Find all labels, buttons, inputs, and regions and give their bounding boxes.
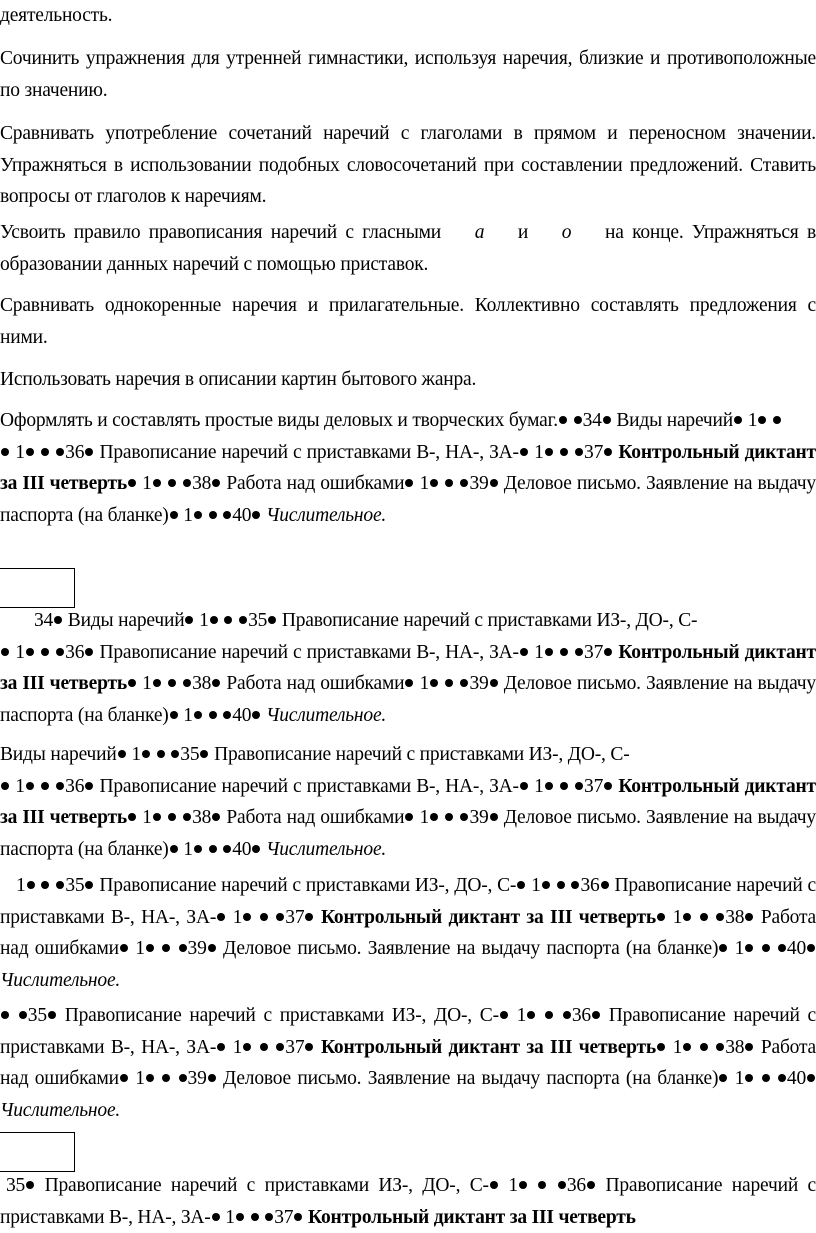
bullet-dot [762,944,770,952]
bullet-dot [545,648,553,656]
empty-cell-frame [0,1132,75,1172]
bullet-dot [778,944,786,952]
bullet-dot [520,448,528,456]
paragraph-lesson-list: Виды наречий 1 35 Правописание наречий с приставками ИЗ-, ДО-, С- 1 36 Правописание наречий с приставками В-, НА-, ЗА- 1 37 Контрольный диктант за III четверть 1 38 Работа над ошибками 1 39 Деловое письмо. Заявление на выдачу паспорта (на бланке) 1 40 Числительное. [0,744,816,860]
bullet-dot [146,1074,154,1082]
bullet-dot [490,813,498,821]
bullet-dot [604,648,612,656]
bullet-dot [41,881,49,889]
bullet-dot [716,1043,724,1051]
bullet-dot [276,1043,284,1051]
bullet-dot [153,679,161,687]
bullet-dot [212,479,220,487]
bullet-dot [490,479,498,487]
bullet-dot [85,881,93,889]
bullet-dot [445,679,453,687]
bullet-dot [170,711,178,719]
bullet-dot [56,448,64,456]
bullet-dot [445,479,453,487]
bullet-dot [210,616,218,624]
bullet-dot [719,1074,727,1082]
bullet-dot [212,1213,220,1221]
bullet-dot [517,881,525,889]
bullet-dot [773,416,781,424]
bullet-dot [557,881,565,889]
bullet-dot [268,616,276,624]
bullet-dot [243,913,251,921]
bullet-dot [48,1011,56,1019]
bullet-dot [194,845,202,853]
bullet-dot [445,813,453,821]
bullet-dot [575,648,583,656]
bullet-dot [604,448,612,456]
bullet-dot [490,1181,498,1189]
bullet-dot [490,679,498,687]
bullet-dot [762,1074,770,1082]
bullet-dot [56,881,64,889]
bullet-dot [571,881,579,889]
bullet-dot [500,1011,508,1019]
bullet-dot [563,1011,571,1019]
bullet-dot [243,1043,251,1051]
bullet-dot [405,679,413,687]
bullet-dot [212,813,220,821]
bullet-dot [26,448,34,456]
bullet-dot [745,944,753,952]
bullet-dot [146,944,154,952]
bullet-dot [542,881,550,889]
paragraph-lesson-list: 34 Виды наречий 1 35 Правописание наречий с приставками ИЗ-, ДО-, С- 1 36 Правописание наречий с приставками В-, НА-, ЗА- 1 37 Контрольный диктант за III четверть 1 38 Работа над ошибками 1 39 Деловое письмо. Заявление на выдачу паспорта (на бланке) 1 40 Числительное. [0,610,816,726]
bullet-dot [85,782,93,790]
bullet-dot [527,1011,535,1019]
bullet-dot [209,711,217,719]
bullet-dot [223,511,231,519]
bullet-dot [56,648,64,656]
bullet-dot [217,913,225,921]
bullet-dot [745,1043,753,1051]
bullet-dot [1,648,9,656]
bullet-dot [170,511,178,519]
bullet-dot [545,448,553,456]
bullet-dot [236,1213,244,1221]
bullet-dot [209,845,217,853]
bullet-dot [260,913,268,921]
bullet-dot [657,913,665,921]
bullet-dot [575,782,583,790]
bullet-dot [239,616,247,624]
bullet-dot [603,416,611,424]
bullet-dot [683,913,691,921]
bullet-dot [719,944,727,952]
bullet-dot [208,1074,216,1082]
bullet-dot [657,1043,665,1051]
bullet-dot [252,845,260,853]
bullet-dot [27,881,35,889]
paragraph-lesson-list: 1 35 Правописание наречий с приставками ИЗ-, ДО-, С- 1 36 Правописание наречий с приставками В-, НА-, ЗА- 1 37 Контрольный диктант за III четверть 1 38 Работа над ошибками 1 39 Деловое письмо. Заявление на выдачу паспорта (на бланке) 1 40 Числительное. [0,875,816,991]
bullet-dot [179,1074,187,1082]
bullet-dot [700,913,708,921]
bullet-dot [19,1011,27,1019]
bullet-dot [734,416,742,424]
bullet-dot [405,813,413,821]
bullet-dot [85,648,93,656]
bullet-dot [545,782,553,790]
bullet-dot [142,750,150,758]
bullet-dot [168,679,176,687]
bullet-dot [683,1043,691,1051]
paragraph-lesson-list: 35 Правописание наречий с приставками ИЗ-, ДО-, С- 1 36 Правописание наречий с приставками В-, НА-, ЗА- 1 37 Контрольный диктант за III четверть [0,1175,816,1228]
bullet-dot [200,750,208,758]
bullet-dot [170,845,178,853]
bullet-dot [305,1043,313,1051]
bullet-dot [85,448,93,456]
bullet-dot [519,1181,527,1189]
bullet-dot [520,648,528,656]
bullet-dot [260,1043,268,1051]
bullet-dot [179,944,187,952]
bullet-dot [460,679,468,687]
bullet-dot [168,479,176,487]
bullet-dot [224,616,232,624]
paragraph-cognate: Сравнивать однокоренные наречия и прилагательные. Коллективно составлять предложения с ними. [0,295,816,348]
bullet-dot [405,479,413,487]
bullet-dot [26,1181,34,1189]
bullet-dot [430,479,438,487]
bullet-dot [194,511,202,519]
bullet-dot [560,448,568,456]
bullet-dot [118,750,126,758]
bullet-dot [208,944,216,952]
bullet-dot [183,479,191,487]
bullet-dot [276,913,284,921]
bullet-dot [183,679,191,687]
bullet-dot [574,416,582,424]
bullet-dot [162,1074,170,1082]
paragraph-activity: деятельность. [0,5,113,26]
bullet-dot [209,511,217,519]
bullet-dot [212,679,220,687]
paragraph-business-papers: Оформлять и составлять простые виды деловых и творческих бумаг. 34 Виды наречий 1 1 36 Правописание наречий с приставками В-, НА-, ЗА- 1 37 Контрольный диктант за III четверть 1 38 Работа над ошибками 1 39 Деловое письмо. Заявление на выдачу паспорта (на бланке) 1 40 Числительное. [0,410,816,526]
bullet-dot [185,616,193,624]
bullet-dot [153,813,161,821]
bullet-dot [430,813,438,821]
bullet-dot [194,711,202,719]
bullet-dot [545,1011,553,1019]
empty-cell-frame [0,568,75,608]
bullet-dot [120,1074,128,1082]
bullet-dot [157,750,165,758]
bullet-dot [162,944,170,952]
bullet-dot [120,944,128,952]
bullet-dot [1,1011,9,1019]
bullet-dot [223,711,231,719]
paragraph-genre-pictures: Использовать наречия в описании картин бытового жанра. [0,369,477,390]
bullet-dot [265,1213,273,1221]
bullet-dot [183,813,191,821]
bullet-dot [128,813,136,821]
bullet-dot [128,479,136,487]
bullet-dot [807,944,815,952]
paragraph-spelling-rule: Усвоить правило правописания наречий с гласными а и о на конце. Упражняться в образовании данных наречий с помощью приставок. [0,222,816,275]
bullet-dot [559,416,567,424]
bullet-dot [604,782,612,790]
bullet-dot [294,1213,302,1221]
bullet-dot [575,448,583,456]
bullet-dot [26,782,34,790]
paragraph-gymnastics: Сочинить упражнения для утренней гимнастики, используя наречия, близкие и противоположные по значению. [0,48,816,101]
bullet-dot [758,416,766,424]
bullet-dot [305,913,313,921]
bullet-dot [251,1213,259,1221]
bullet-dot [601,881,609,889]
bullet-dot [168,813,176,821]
bullet-dot [252,711,260,719]
bullet-dot [460,813,468,821]
bullet-dot [54,616,62,624]
bullet-dot [217,1043,225,1051]
bullet-dot [520,782,528,790]
bullet-dot [538,1181,546,1189]
bullet-dot [41,782,49,790]
bullet-dot [807,1074,815,1082]
bullet-dot [558,1181,566,1189]
bullet-dot [460,479,468,487]
bullet-dot [700,1043,708,1051]
bullet-dot [128,679,136,687]
bullet-dot [560,648,568,656]
bullet-dot [778,1074,786,1082]
bullet-dot [430,679,438,687]
bullet-dot [41,448,49,456]
bullet-dot [171,750,179,758]
bullet-dot [592,1011,600,1019]
bullet-dot [223,845,231,853]
bullet-dot [41,648,49,656]
paragraph-lesson-list: 35 Правописание наречий с приставками ИЗ-, ДО-, С- 1 36 Правописание наречий с приставками В-, НА-, ЗА- 1 37 Контрольный диктант за III четверть 1 38 Работа над ошибками 1 39 Деловое письмо. Заявление на выдачу паспорта (на бланке) 1 40 Числительное. [0,1005,816,1121]
bullet-dot [1,782,9,790]
bullet-dot [1,448,9,456]
bullet-dot [252,511,260,519]
bullet-dot [56,782,64,790]
bullet-dot [745,1074,753,1082]
bullet-dot [560,782,568,790]
bullet-dot [26,648,34,656]
bullet-dot [587,1181,595,1189]
bullet-dot [153,479,161,487]
paragraph-compare-usage: Сравнивать употребление сочетаний наречий с глаголами в прямом и переносном значении. Упражняться в использовании подобных словосочетаний при составлении предложений. Ставить вопросы от глаголов к наречиям. [0,123,816,207]
bullet-dot [716,913,724,921]
bullet-dot [745,913,753,921]
